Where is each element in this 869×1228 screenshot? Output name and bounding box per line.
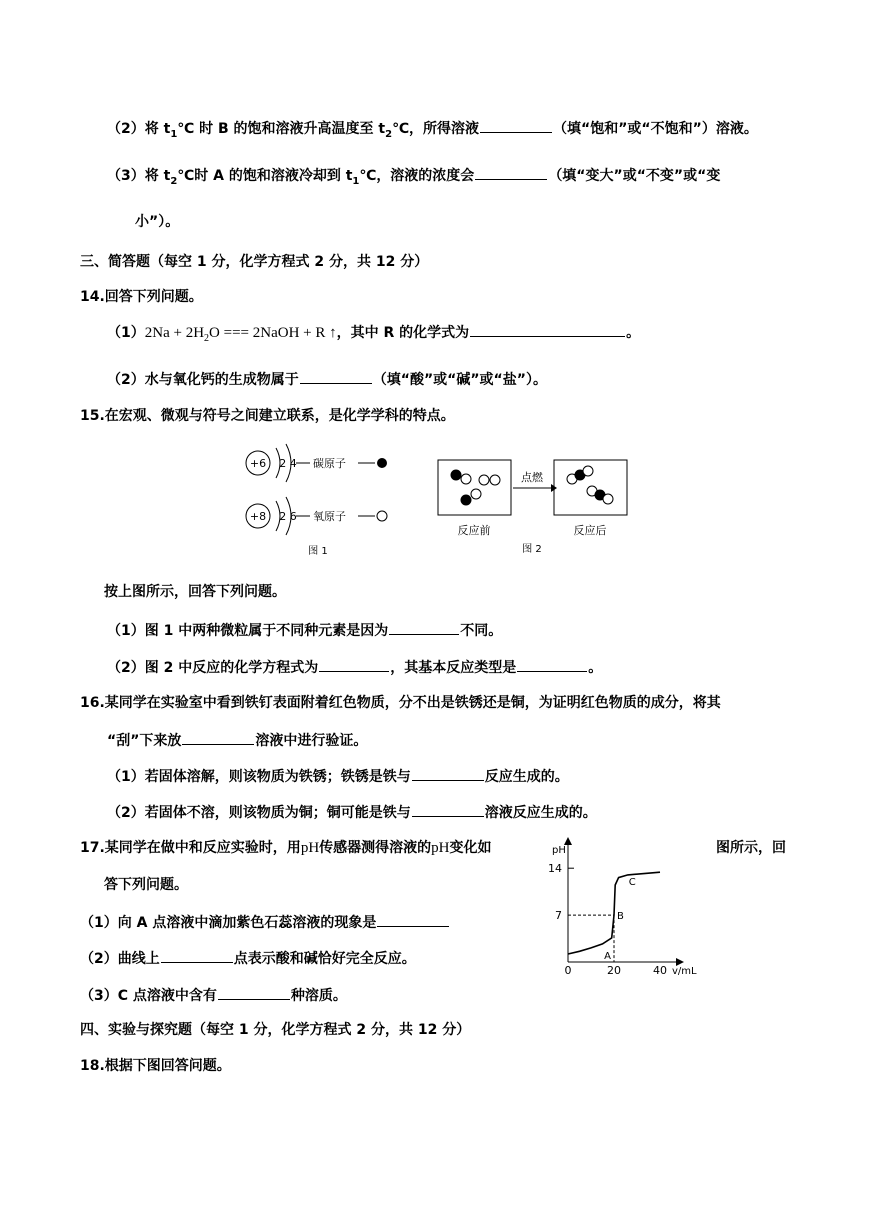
- answer-blank[interactable]: [517, 657, 587, 672]
- q17-part1: （1）向 A 点溶液中滴加紫色石蕊溶液的现象是: [80, 912, 450, 933]
- oxygen-electron-shells: 2 6: [279, 510, 297, 523]
- y-axis-label: pH: [552, 845, 566, 856]
- q14-part2: （2）水与氧化钙的生成物属于 （填“酸”或“碱”或“盐”）。: [107, 369, 547, 390]
- answer-blank[interactable]: [161, 948, 233, 963]
- q17-line1: 17.某同学在做中和反应实验时，用pH传感器测得溶液的pH变化如: [80, 840, 492, 856]
- q15-title: 15.在宏观、微观与符号之间建立联系，是化学学科的特点。: [80, 408, 455, 424]
- figure-2-reaction-diagram: [436, 458, 636, 558]
- x-axis-label: v/mL: [672, 966, 697, 977]
- q17-line2: 答下列问题。: [104, 877, 188, 893]
- q16-line2: “刮”下来放 溶液中进行验证。: [107, 730, 367, 751]
- carbon-atom-label: 碳原子: [313, 457, 346, 470]
- q13-part2: （2）将 $t_1℃$ 时 B 的饱和溶液升高温度至 $t_2℃$，所得溶液 （填“饱和”或“不饱和”）溶液。: [107, 118, 758, 145]
- ph-curve-chart: [540, 835, 705, 977]
- point-a-label: A: [604, 951, 611, 962]
- x-tick-40: 40: [653, 964, 667, 977]
- answer-blank[interactable]: [377, 912, 449, 927]
- answer-blank[interactable]: [475, 165, 547, 180]
- oxygen-atom-label: 氧原子: [313, 510, 346, 523]
- answer-blank[interactable]: [412, 766, 484, 781]
- point-c-label: C: [628, 876, 636, 888]
- y-tick-14: 14: [548, 862, 562, 876]
- carbon-electron-shells: 2 4: [279, 457, 297, 470]
- q17-part2: （2）曲线上 点表示酸和碱恰好完全反应。: [80, 948, 416, 969]
- answer-blank[interactable]: [182, 730, 254, 745]
- answer-blank[interactable]: [218, 985, 290, 1000]
- reaction-condition-label: 点燃: [521, 471, 543, 484]
- y-tick-7: 7: [555, 909, 562, 923]
- after-reaction-label: 反应后: [573, 524, 607, 537]
- answer-blank[interactable]: [319, 657, 389, 672]
- q15-part1: （1）图 1 中两种微粒属于不同种元素是因为 不同。: [107, 620, 502, 641]
- q18-title: 18.根据下图回答问题。: [80, 1058, 231, 1074]
- carbon-atom-symbol: [377, 458, 387, 468]
- q15-part2: （2）图 2 中反应的化学方程式为 ，其基本反应类型是 。: [107, 657, 602, 678]
- answer-blank[interactable]: [389, 620, 459, 635]
- q16-part1: （1）若固体溶解，则该物质为铁锈；铁锈是铁与 反应生成的。: [107, 766, 569, 787]
- q14-part1: $(1)2Na + 2H_2O$ === 2NaOH + R ↑，其中 R 的化学式为 。: [107, 322, 640, 349]
- x-tick-20: 20: [607, 964, 621, 977]
- q16-line1: 16.某同学在实验室中看到铁钉表面附着红色物质，分不出是铁锈还是铜，为证明红色物质的成分，将其: [80, 695, 721, 711]
- answer-blank[interactable]: [300, 369, 372, 384]
- answer-blank[interactable]: [412, 802, 484, 817]
- x-tick-0: 0: [564, 964, 572, 977]
- section-3-title: 三、简答题（每空 1 分，化学方程式 2 分，共 12 分）: [80, 254, 429, 270]
- q17-line1-end: 图所示，回: [716, 840, 786, 856]
- point-b-label: B: [617, 911, 624, 923]
- q14-title: 14.回答下列问题。: [80, 289, 203, 305]
- oxygen-atom-symbol: [377, 511, 387, 521]
- q13-part3-cont: 小”）。: [135, 214, 180, 230]
- answer-blank[interactable]: [480, 118, 552, 133]
- before-reaction-label: 反应前: [457, 524, 491, 537]
- oxygen-nucleus-charge: +8: [249, 510, 267, 523]
- answer-blank[interactable]: [470, 322, 625, 337]
- q15-intro: 按上图所示，回答下列问题。: [104, 584, 286, 600]
- carbon-nucleus-charge: +6: [249, 457, 267, 470]
- q16-part2: （2）若固体不溶，则该物质为铜；铜可能是铁与 溶液反应生成的。: [107, 802, 597, 823]
- figure-2-caption: 图 2: [522, 544, 542, 555]
- figure-1-atom-diagram: [240, 440, 400, 560]
- section-4-title: 四、实验与探究题（每空 1 分，化学方程式 2 分，共 12 分）: [80, 1022, 471, 1038]
- q17-part3: （3）C 点溶液中含有 种溶质。: [80, 985, 347, 1006]
- figure-1-caption: 图 1: [308, 546, 328, 557]
- q13-part3: （3）将 $t_2℃$时 A 的饱和溶液冷却到 $t_1℃$，溶液的浓度会 （填“变大”或“不变”或“变: [107, 165, 720, 192]
